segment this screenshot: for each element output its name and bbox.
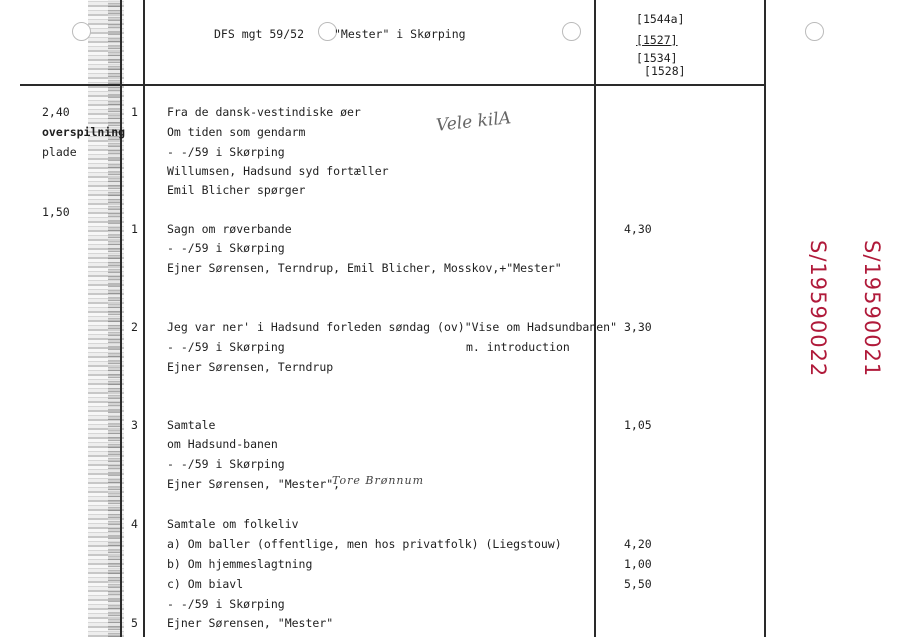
duration-note-1: 2,40 xyxy=(42,105,70,119)
format-note-overspilning: overspilning xyxy=(42,125,126,139)
column-rule-time xyxy=(594,0,596,637)
entry-duration: 1,00 xyxy=(624,557,652,571)
entry-line: b) Om hjemmeslagtning xyxy=(167,557,313,571)
handwritten-note: Vele kilA xyxy=(435,108,512,136)
entry-number: 1 xyxy=(131,105,138,119)
column-rule-binding xyxy=(120,0,122,637)
punch-hole-mid-right xyxy=(562,22,581,41)
format-note-plade: plade xyxy=(42,145,77,159)
entry-line: - -/59 i Skørping xyxy=(167,340,285,354)
entry-number: 5 xyxy=(131,616,138,630)
entry-line: Samtale xyxy=(167,418,216,432)
ref-1534: [1534] xyxy=(636,51,678,65)
ref-value: 1528 xyxy=(650,64,679,78)
duration-note-2: 1,50 xyxy=(42,205,70,219)
entry-line: Ejner Sørensen, Terndrup, Emil Blicher, Mosskov,+"Mester" xyxy=(167,261,562,275)
entry-line: - -/59 i Skørping xyxy=(167,457,285,471)
ref-value: 1534 xyxy=(642,51,671,65)
entry-number: 2 xyxy=(131,320,138,334)
entry-duration: 4,20 xyxy=(624,537,652,551)
punch-hole-right xyxy=(805,22,824,41)
entry-line: - -/59 i Skørping xyxy=(167,145,285,159)
entry-number: 4 xyxy=(131,517,138,531)
document-title: DFS mgt 59/52 xyxy=(214,27,305,41)
catalog-number-0021: S/19590021 xyxy=(860,240,884,378)
entry-line: Samtale om folkeliv xyxy=(167,517,299,531)
entry-line: Sagn om røverbande xyxy=(167,222,292,236)
entry-line: Ejner Sørensen, Terndrup xyxy=(167,360,334,374)
catalog-number-0022: S/19590022 xyxy=(806,240,830,378)
entry-line: Fra de dansk-vestindiske øer xyxy=(167,105,361,119)
column-rule-right xyxy=(764,0,766,637)
entry-line: c) Om biavl xyxy=(167,577,244,591)
entry-line: Jeg var ner' i Hadsund forleden søndag (ov)"Vise om Hadsundbanen" xyxy=(167,320,618,334)
ref-1528: [1528] xyxy=(644,64,686,78)
entry-line: - -/59 i Skørping xyxy=(167,597,285,611)
entry-duration: 3,30 xyxy=(624,320,652,334)
entry-duration: 5,50 xyxy=(624,577,652,591)
entry-line: Ejner Sørensen, "Mester", xyxy=(167,477,341,491)
entry-number: 1 xyxy=(131,222,138,236)
column-rule-number xyxy=(143,0,145,637)
document-subject: "Mester" i Skørping xyxy=(334,27,466,41)
ref-1527: [1527] xyxy=(636,33,678,47)
entry-annotation: m. introduction xyxy=(466,340,570,354)
entry-line: om Hadsund-banen xyxy=(167,437,278,451)
ref-value: 1544a xyxy=(642,12,678,26)
entry-line: Ejner Sørensen, "Mester" xyxy=(167,616,334,630)
entry-line: - -/59 i Skørping xyxy=(167,241,285,255)
entry-line: Om tiden som gendarm xyxy=(167,125,306,139)
ref-value: 1527 xyxy=(642,33,671,47)
entry-number: 3 xyxy=(131,418,138,432)
entry-duration: 4,30 xyxy=(624,222,652,236)
entry-duration: 1,05 xyxy=(624,418,652,432)
entry-line: a) Om baller (offentlige, men hos privatfolk) (Liegstouw) xyxy=(167,537,562,551)
binding-shadow-dark xyxy=(108,0,120,637)
punch-hole-left xyxy=(72,22,91,41)
entry-line: Emil Blicher spørger xyxy=(167,183,306,197)
entry-line: Willumsen, Hadsund syd fortæller xyxy=(167,164,389,178)
ref-1544a: [1544a] xyxy=(636,12,685,26)
handwritten-addition: Tore Brønnum xyxy=(332,474,425,487)
header-rule xyxy=(20,84,764,86)
